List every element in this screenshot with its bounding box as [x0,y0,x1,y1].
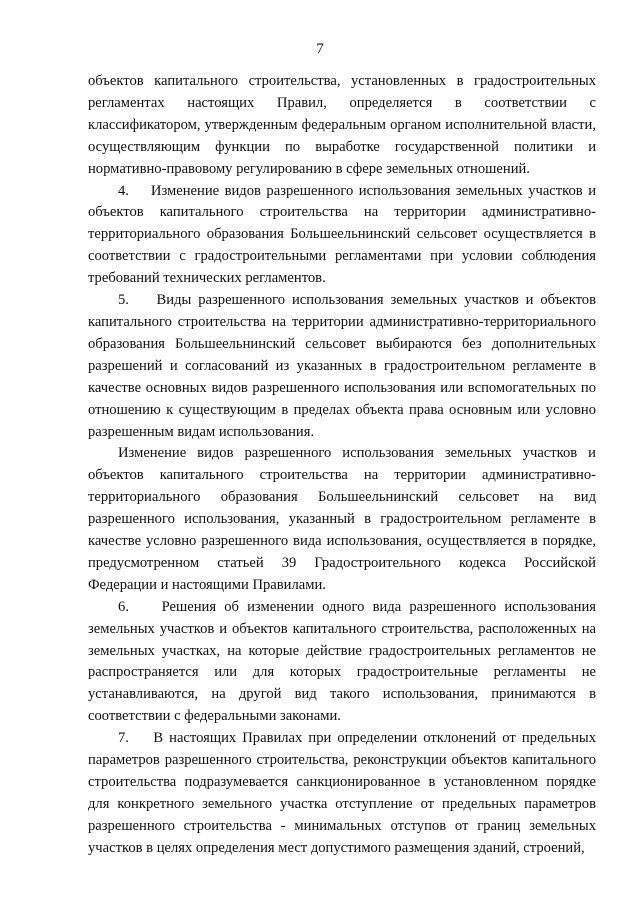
paragraph-item-4: 4. Изменение видов разрешенного использования земельных участков и объектов капитального строительства на территории административно-территориального образования Большеельнинский сельсовет осуществляется в соответствии с градостроительными регламентами при условии соблюдения требований технических регламентов. [88,182,596,287]
page-number: 7 [316,41,324,57]
paragraph-item-5: 5. Виды разрешенного использования земельных участков и объектов капитального строительства на территории административно-территориального образования Большеельнинский сельсовет выбираются без дополнительных разрешений и согласований из указанных в градостроительном регламенте в качестве основных видов разрешенного использования или вспомогательных по отношению к существующим в пределах объекта права основным или условно разрешенным видам использования. [88,292,596,440]
document-body [88,71,596,860]
paragraph-item-7: 7. В настоящих Правилах при определении отклонений от предельных параметров разрешенного строительства, реконструкции объектов капитального строительства подразумевается санкционированное в установленном порядке для конкретного земельного участка отступление от предельных параметров разрешенного строительства - минимальных отступов от границ земельных участков в целях определения мест допустимого размещения зданий, строений, [88,730,596,856]
paragraph-item-5-continuation: Изменение видов разрешенного использования земельных участков и объектов капитального строительства на территории административно-территориального образования Большеельнинский сельсовет на вид разрешенного использования, указанный в градостроительном регламенте в качестве условно разрешенного вида использования, осуществляется в порядке, предусмотренном статьей 39 Градостроительного кодекса Российской Федерации и настоящими Правилами. [88,445,596,593]
paragraph-continuation: объектов капитального строительства, установленных в градостроительных регламентах настоящих Правил, определяется в соответствии с классификатором, утвержденным федеральным органом исполнительной власти, осуществляющим функции по выработке государственной политики и нормативно-правовому регулированию в сфере земельных отношений. [88,73,596,177]
paragraph-item-6: 6. Решения об изменении одного вида разрешенного использования земельных участков и объектов капитального строительства, расположенных на земельных участках, на которые действие градостроительных регламентов не распространяется или для которых градостроительные регламенты не устанавливаются, на другой вид такого использования, принимаются в соответствии с федеральными законами. [88,598,596,725]
